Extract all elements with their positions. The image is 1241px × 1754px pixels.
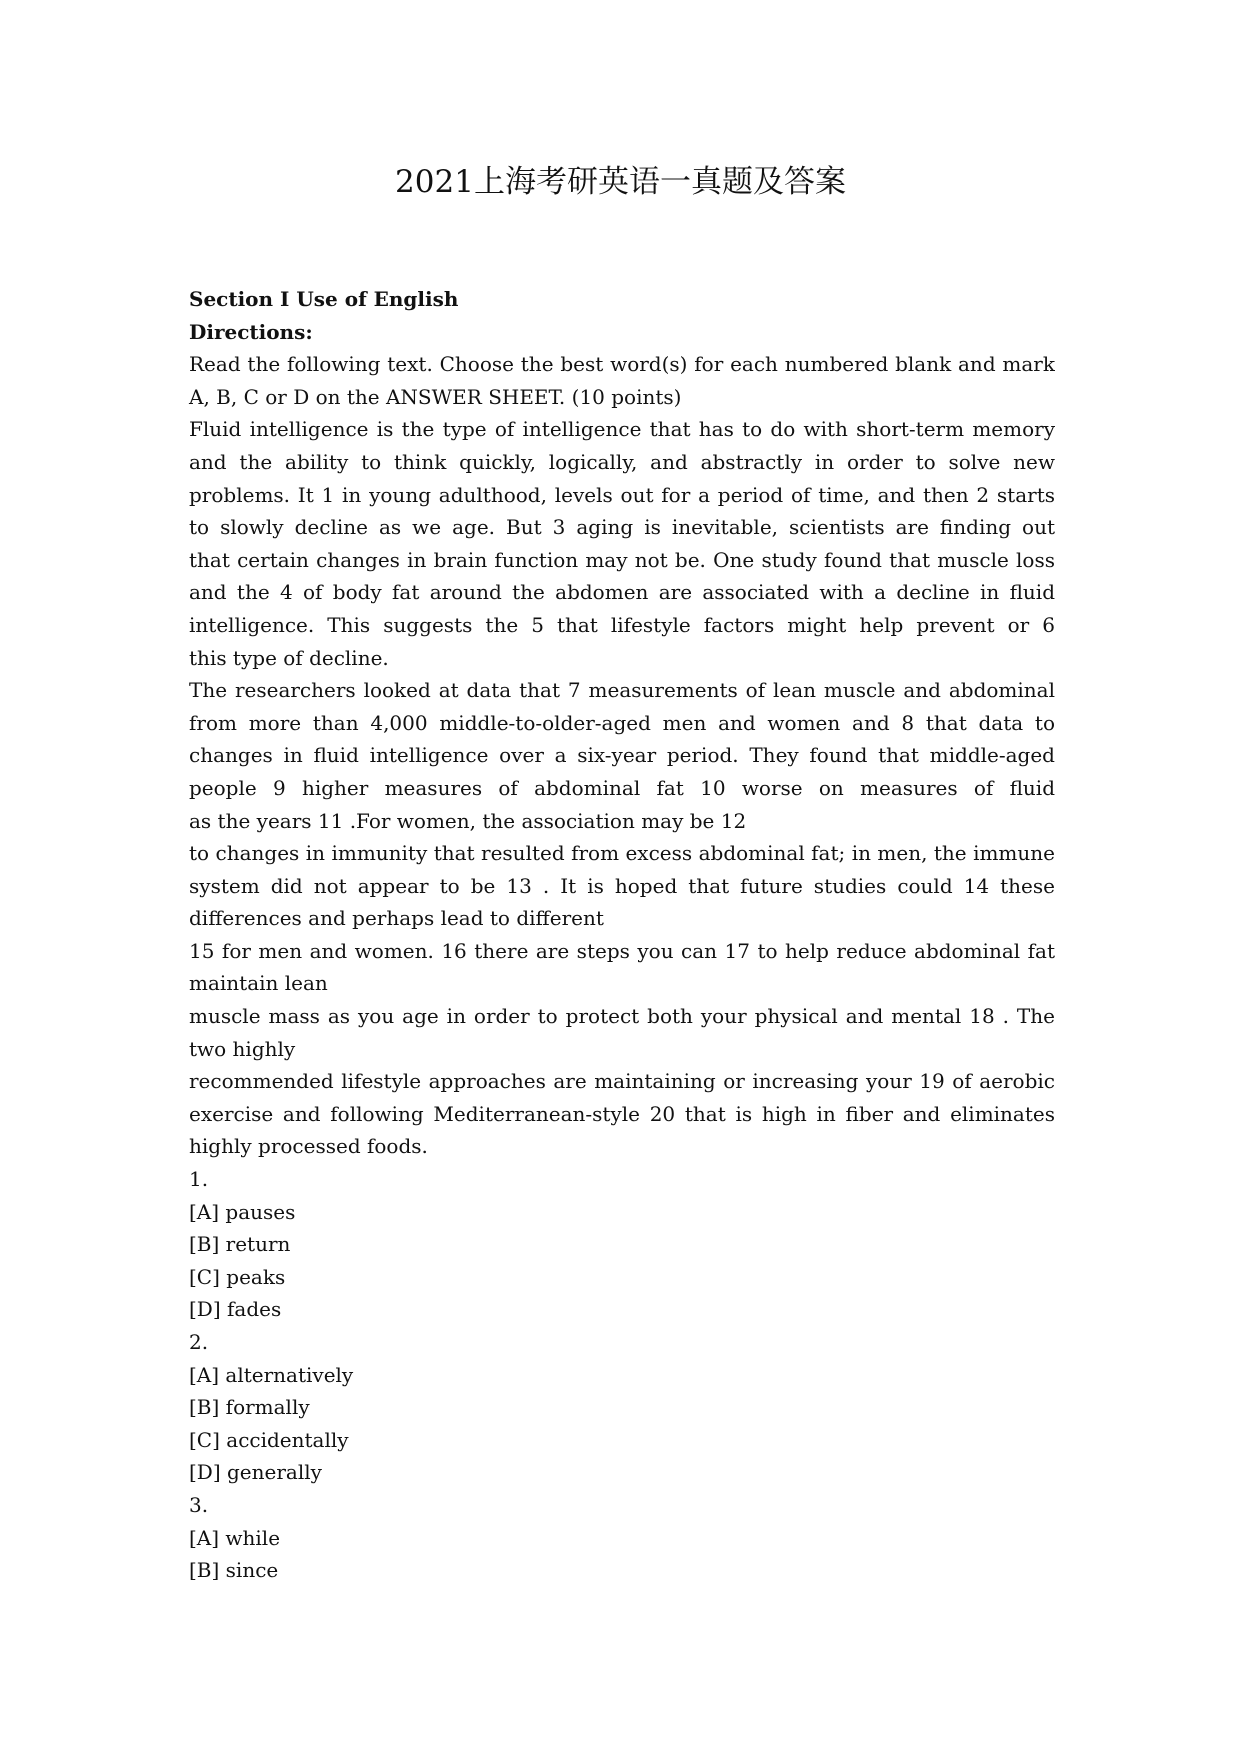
document-title: 2021上海考研英语一真题及答案 [395,164,846,200]
answer-option: [B] since [189,1558,279,1583]
text-line: 15 for men and women. 16 there are steps you can 17 to help reduce abdominal fat [189,938,1055,963]
answer-option: [B] formally [189,1395,310,1420]
text-line: and the 4 of body fat around the abdomen are associated with a decline in fluid [189,580,1055,605]
text-line: maintain lean [189,971,328,996]
text-line: and the ability to think quickly, logically, and abstractly in order to solve new [189,449,1055,474]
text-line: as the years 11 .For women, the association may be 12 [189,808,747,833]
text-line: Read the following text. Choose the best word(s) for each numbered blank and mark [189,352,1055,377]
text-line: intelligence. This suggests the 5 that lifestyle factors might help prevent or 6 [189,612,1055,637]
text-line: A, B, C or D on the ANSWER SHEET. (10 points) [189,384,682,409]
text-line: system did not appear to be 13 . It is hoped that future studies could 14 these [189,873,1055,898]
text-line: muscle mass as you age in order to protect both your physical and mental 18 . The [189,1004,1055,1029]
question-number: 2. [189,1330,209,1354]
answer-option: [A] pauses [189,1199,296,1224]
answer-option: [C] peaks [189,1264,286,1289]
document-body [189,283,1055,1587]
answer-option: [A] while [189,1525,281,1550]
question-number: 3. [189,1492,209,1517]
text-line: changes in fluid intelligence over a six-year period. They found that middle-aged [189,743,1055,768]
text-line: problems. It 1 in young adulthood, levels out for a period of time, and then 2 starts [189,482,1055,507]
directions-label: Directions: [189,319,313,344]
question-number: 1. [189,1167,209,1192]
text-line: people 9 higher measures of abdominal fat 10 worse on measures of fluid [189,775,1055,800]
text-line: to changes in immunity that resulted from excess abdominal fat; in men, the immune [189,841,1055,866]
answer-option: [A] alternatively [189,1362,354,1387]
text-line: two highly [189,1036,296,1061]
answer-option: [B] return [189,1232,291,1257]
text-line: this type of decline. [189,645,389,670]
text-line: from more than 4,000 middle-to-older-aged men and women and 8 that data to [189,710,1055,735]
answer-option: [D] fades [189,1297,282,1322]
text-line: highly processed foods. [189,1134,428,1159]
text-line: that certain changes in brain function may not be. One study found that muscle loss [189,547,1055,572]
text-line: to slowly decline as we age. But 3 aging is inevitable, scientists are finding out [189,515,1055,540]
text-line: The researchers looked at data that 7 measurements of lean muscle and abdominal [189,678,1055,703]
answer-option: [C] accidentally [189,1427,349,1452]
section-heading: Section Ⅰ Use of English [189,287,459,311]
text-line: recommended lifestyle approaches are maintaining or increasing your 19 of aerobic [189,1069,1055,1094]
text-line: differences and perhaps lead to different [189,906,604,931]
text-line: exercise and following Mediterranean-style 20 that is high in fiber and eliminates [189,1101,1055,1126]
text-line: Fluid intelligence is the type of intelligence that has to do with short-term memory [189,417,1055,442]
answer-option: [D] generally [189,1460,322,1485]
